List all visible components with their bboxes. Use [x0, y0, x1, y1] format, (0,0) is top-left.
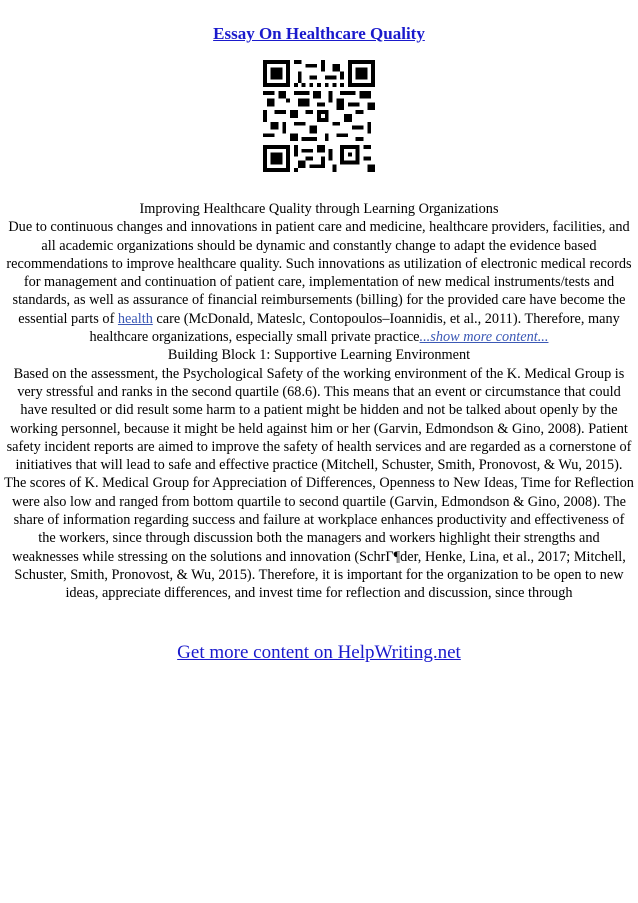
- page-title: [0, 24, 638, 44]
- show-more-link[interactable]: ...show more content...: [419, 329, 549, 346]
- intro-paragraph: [4, 218, 634, 346]
- essay-subtitle: Improving Healthcare Quality through Learning Organizations: [139, 201, 499, 217]
- paragraph-1: Based on the assessment, the Psychological Safety of the working environment of the K. Medical Group is very stressful and ranks in the second quartile (68.6). This means that an event or circumstance that could have resulted or did result some harm to a patient might be hidden and not be talked about openly by the working personnel, because it might be held against him or her (Garvin, Edmondson & Gino, 2008). Patient safety incident reports are aimed to improve the safety of health services and are regarded as a cornerstone of initiatives that will lead to safe and effective practice (Mitchell, Schuster, Smith, Pronovost, & Wu, 2015).: [6, 365, 632, 474]
- intro-text-1: Due to continuous changes and innovations in patient care and medicine, healthcare providers, facilities, and all academic organizations should be dynamic and constantly change to adapt the evidence based recommendations to improve healthcare quality. Such innovations as utilization of electronic medical records for management and continuation of patient care, implementation of new medical instruments/tests and standards, as well as assurance of financial reimbursements (billing) for the provided care have become the essential parts of: [6, 219, 632, 327]
- section-heading: Building Block 1: Supportive Learning Environment: [167, 347, 471, 364]
- qr-code-icon: [263, 60, 375, 172]
- health-link[interactable]: health: [117, 310, 153, 327]
- title-link[interactable]: Essay On Healthcare Quality: [213, 24, 425, 43]
- paragraph-2: The scores of K. Medical Group for Appreciation of Differences, Openness to New Ideas, Time for Reflection were also low and ranged from bottom quartile to second quartile (Garvin, Edmondson & Gino, 2008). The share of information regarding success and failure at workplace enhances productivity and effectiveness of the workers, since through discussion both the managers and workers highlight their strengths and weaknesses while stressing on the solutions and innovation (SchrГ¶der, Henke, Lina, et al., 2017; Mitchell, Schuster, Smith, Pronovost, & Wu, 2015). Therefore, it is important for the organization to be open to new ideas, appreciate differences, and invest time for reflection and discussion, since through: [4, 475, 634, 602]
- cta-line: [0, 642, 638, 664]
- get-more-content-link[interactable]: Get more content on HelpWriting.net: [177, 642, 461, 663]
- essay-body: [4, 200, 634, 603]
- intro-text-2: care (McDonald, Mateslc, Contopoulos–Ioannidis, et al., 2011). Therefore, many healthcare organizations, especially small private practice: [89, 310, 620, 346]
